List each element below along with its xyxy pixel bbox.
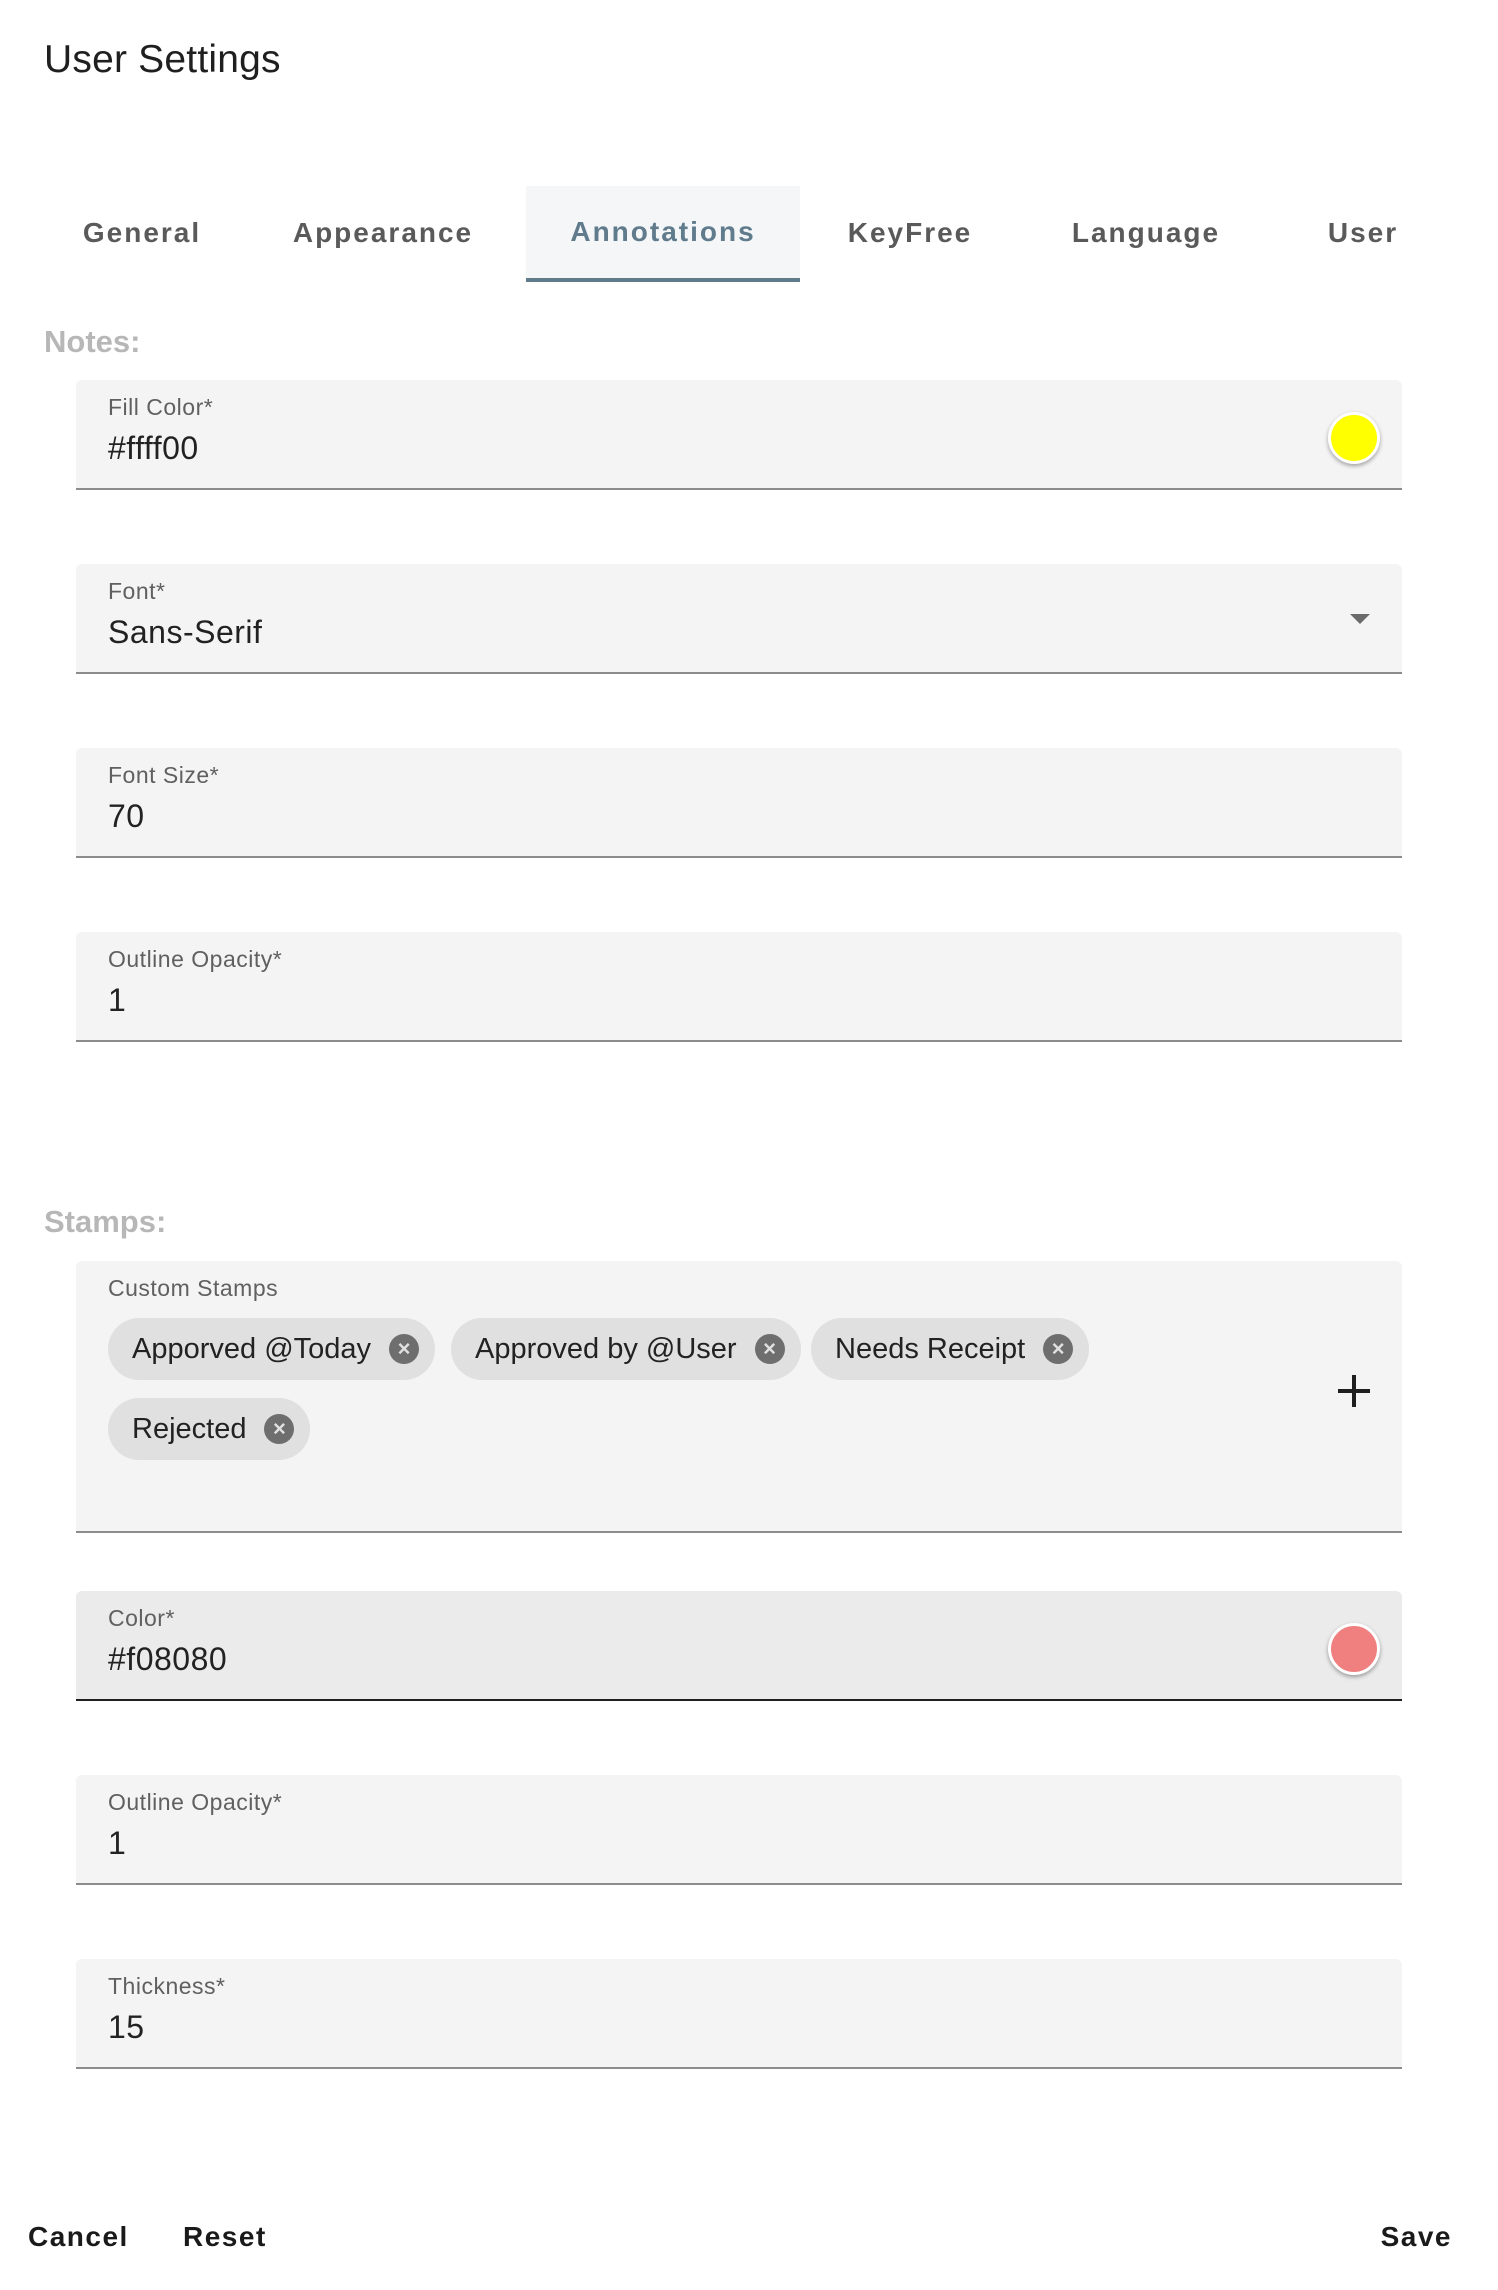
cancel-button[interactable]: Cancel [28,2221,129,2252]
stamp-chip-label: Apporved @Today [132,1332,372,1365]
stamp-chip-label: Needs Receipt [835,1332,1026,1365]
font-label: Font* [108,578,166,604]
notes-fill-color-field[interactable] [76,380,1402,490]
stamps-section-label: Stamps: [44,1204,167,1239]
stamps-color-swatch[interactable] [1328,1623,1380,1675]
tab-keyfree[interactable]: KeyFree [847,217,973,248]
font-size-label: Font Size* [108,762,220,788]
thickness-value[interactable]: 15 [108,2009,145,2045]
stamps-outline-opacity-label: Outline Opacity* [108,1789,283,1815]
tab-annotations[interactable]: Annotations [526,186,800,282]
font-value[interactable]: Sans-Serif [108,614,263,650]
stamps-outline-opacity-value[interactable]: 1 [108,1825,127,1861]
reset-button[interactable]: Reset [183,2221,267,2252]
close-circle-icon[interactable]: × [1043,1334,1073,1364]
notes-outline-opacity-label: Outline Opacity* [108,946,283,972]
stamps-thickness-field[interactable] [76,1959,1402,2069]
plus-icon[interactable] [1336,1373,1372,1409]
stamps-color-label: Color* [108,1605,175,1631]
notes-section-label: Notes: [44,324,141,359]
dialog-title: User Settings [44,38,281,81]
close-circle-icon[interactable]: × [389,1334,419,1364]
tab-language[interactable]: Language [1071,217,1221,248]
notes-font-size-field[interactable] [76,748,1402,858]
thickness-label: Thickness* [108,1973,226,1999]
notes-font-select[interactable] [76,564,1402,674]
close-circle-icon[interactable]: × [264,1414,294,1444]
font-size-value[interactable]: 70 [108,798,145,834]
notes-outline-opacity-field[interactable] [76,932,1402,1042]
stamps-color-field[interactable] [76,1591,1402,1701]
tab-appearance[interactable]: Appearance [292,217,474,248]
stamps-outline-opacity-field[interactable] [76,1775,1402,1885]
fill-color-value[interactable]: #ffff00 [108,430,199,466]
fill-color-label: Fill Color* [108,394,214,420]
tab-general[interactable]: General [82,217,202,248]
stamp-chip[interactable] [451,1318,801,1380]
custom-stamps-field[interactable] [76,1261,1402,1533]
custom-stamps-label: Custom Stamps [108,1275,279,1301]
fill-color-swatch[interactable] [1328,412,1380,464]
close-circle-icon[interactable]: × [755,1334,785,1364]
stamp-chip[interactable] [108,1398,310,1460]
stamp-chip-label: Rejected [132,1412,247,1445]
caret-down-icon[interactable] [1350,614,1370,624]
stamps-color-value[interactable]: #f08080 [108,1641,228,1677]
notes-outline-opacity-value[interactable]: 1 [108,982,127,1018]
stamp-chip-label: Approved by @User [475,1332,737,1365]
stamp-chip[interactable] [811,1318,1089,1380]
settings-tabs [44,186,1454,282]
stamp-chip[interactable] [108,1318,435,1380]
tab-user[interactable]: User [1327,217,1399,248]
dialog-actions [0,2210,1498,2264]
save-button[interactable]: Save [1380,2221,1452,2252]
